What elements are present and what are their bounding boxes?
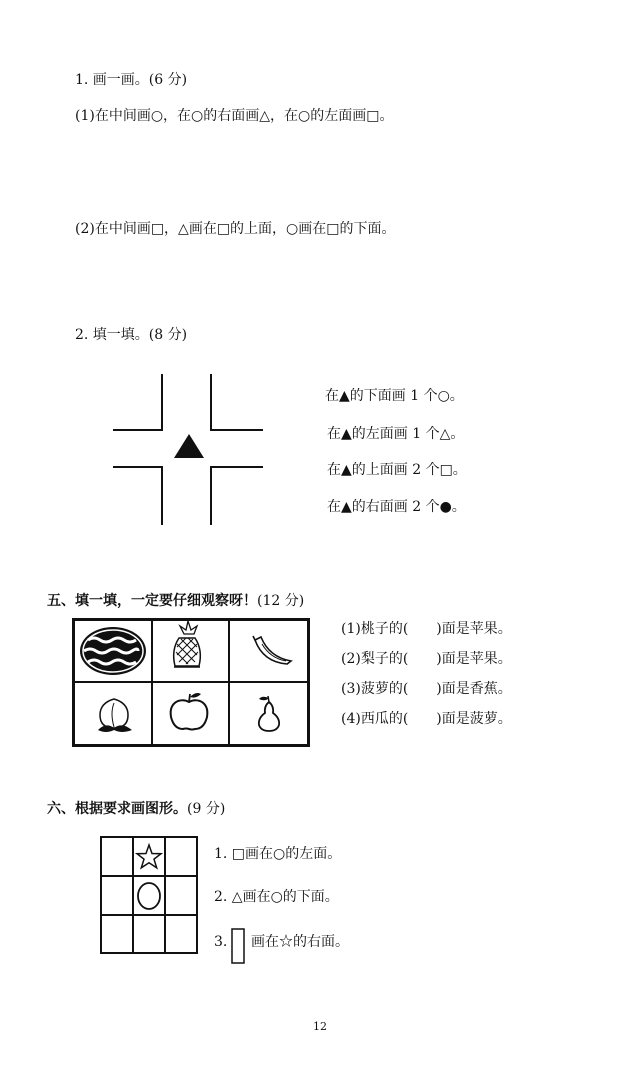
peach-icon	[98, 699, 132, 732]
question-2-title: 2. 填一填。(8 分)	[75, 327, 188, 343]
section-5-title: 五、填一填，一定要仔细观察呀！(12 分)	[47, 593, 305, 609]
draw-instruction-3-number: 3.	[214, 934, 228, 950]
draw-instruction-3-text: 画在☆的右面。	[251, 934, 349, 950]
fill-line-2: 在▲的左面画 1 个△。	[327, 426, 465, 442]
fill-line-1: 在▲的下面画 1 个○。	[325, 388, 464, 404]
tall-rectangle-icon	[231, 928, 245, 964]
star-icon	[137, 845, 161, 868]
section-6-title: 六、根据要求画图形。(9 分)	[47, 801, 226, 817]
draw-instruction-2: 2. △画在○的下面。	[214, 889, 339, 905]
question-1-part-b: (2)在中间画□，△画在□的上面，○画在□的下面。	[75, 221, 396, 237]
banana-icon	[253, 636, 291, 664]
pear-icon	[259, 696, 279, 731]
question-5-3: (3)菠萝的( )面是香蕉。	[341, 681, 512, 697]
crossroad-diagram	[105, 370, 270, 530]
page-number: 12	[313, 1020, 327, 1033]
fill-line-4: 在▲的右面画 2 个●。	[327, 499, 466, 515]
question-1-part-a: (1)在中间画○，在○的右面画△，在○的左面画□。	[75, 108, 394, 124]
draw-instruction-1: 1. □画在○的左面。	[214, 846, 342, 862]
watermelon-icon	[80, 627, 146, 675]
question-1-title: 1. 画一画。(6 分)	[75, 72, 188, 88]
question-5-2: (2)梨子的( )面是苹果。	[341, 651, 512, 667]
circle-icon	[138, 883, 160, 909]
apple-icon	[171, 693, 208, 730]
pineapple-icon	[174, 621, 201, 667]
question-5-1: (1)桃子的( )面是苹果。	[341, 621, 512, 637]
shape-grid	[100, 836, 198, 954]
fill-line-3: 在▲的上面画 2 个□。	[327, 462, 467, 478]
black-triangle-icon	[174, 434, 204, 458]
fruit-grid	[72, 618, 310, 748]
question-5-4: (4)西瓜的( )面是菠萝。	[341, 711, 512, 727]
